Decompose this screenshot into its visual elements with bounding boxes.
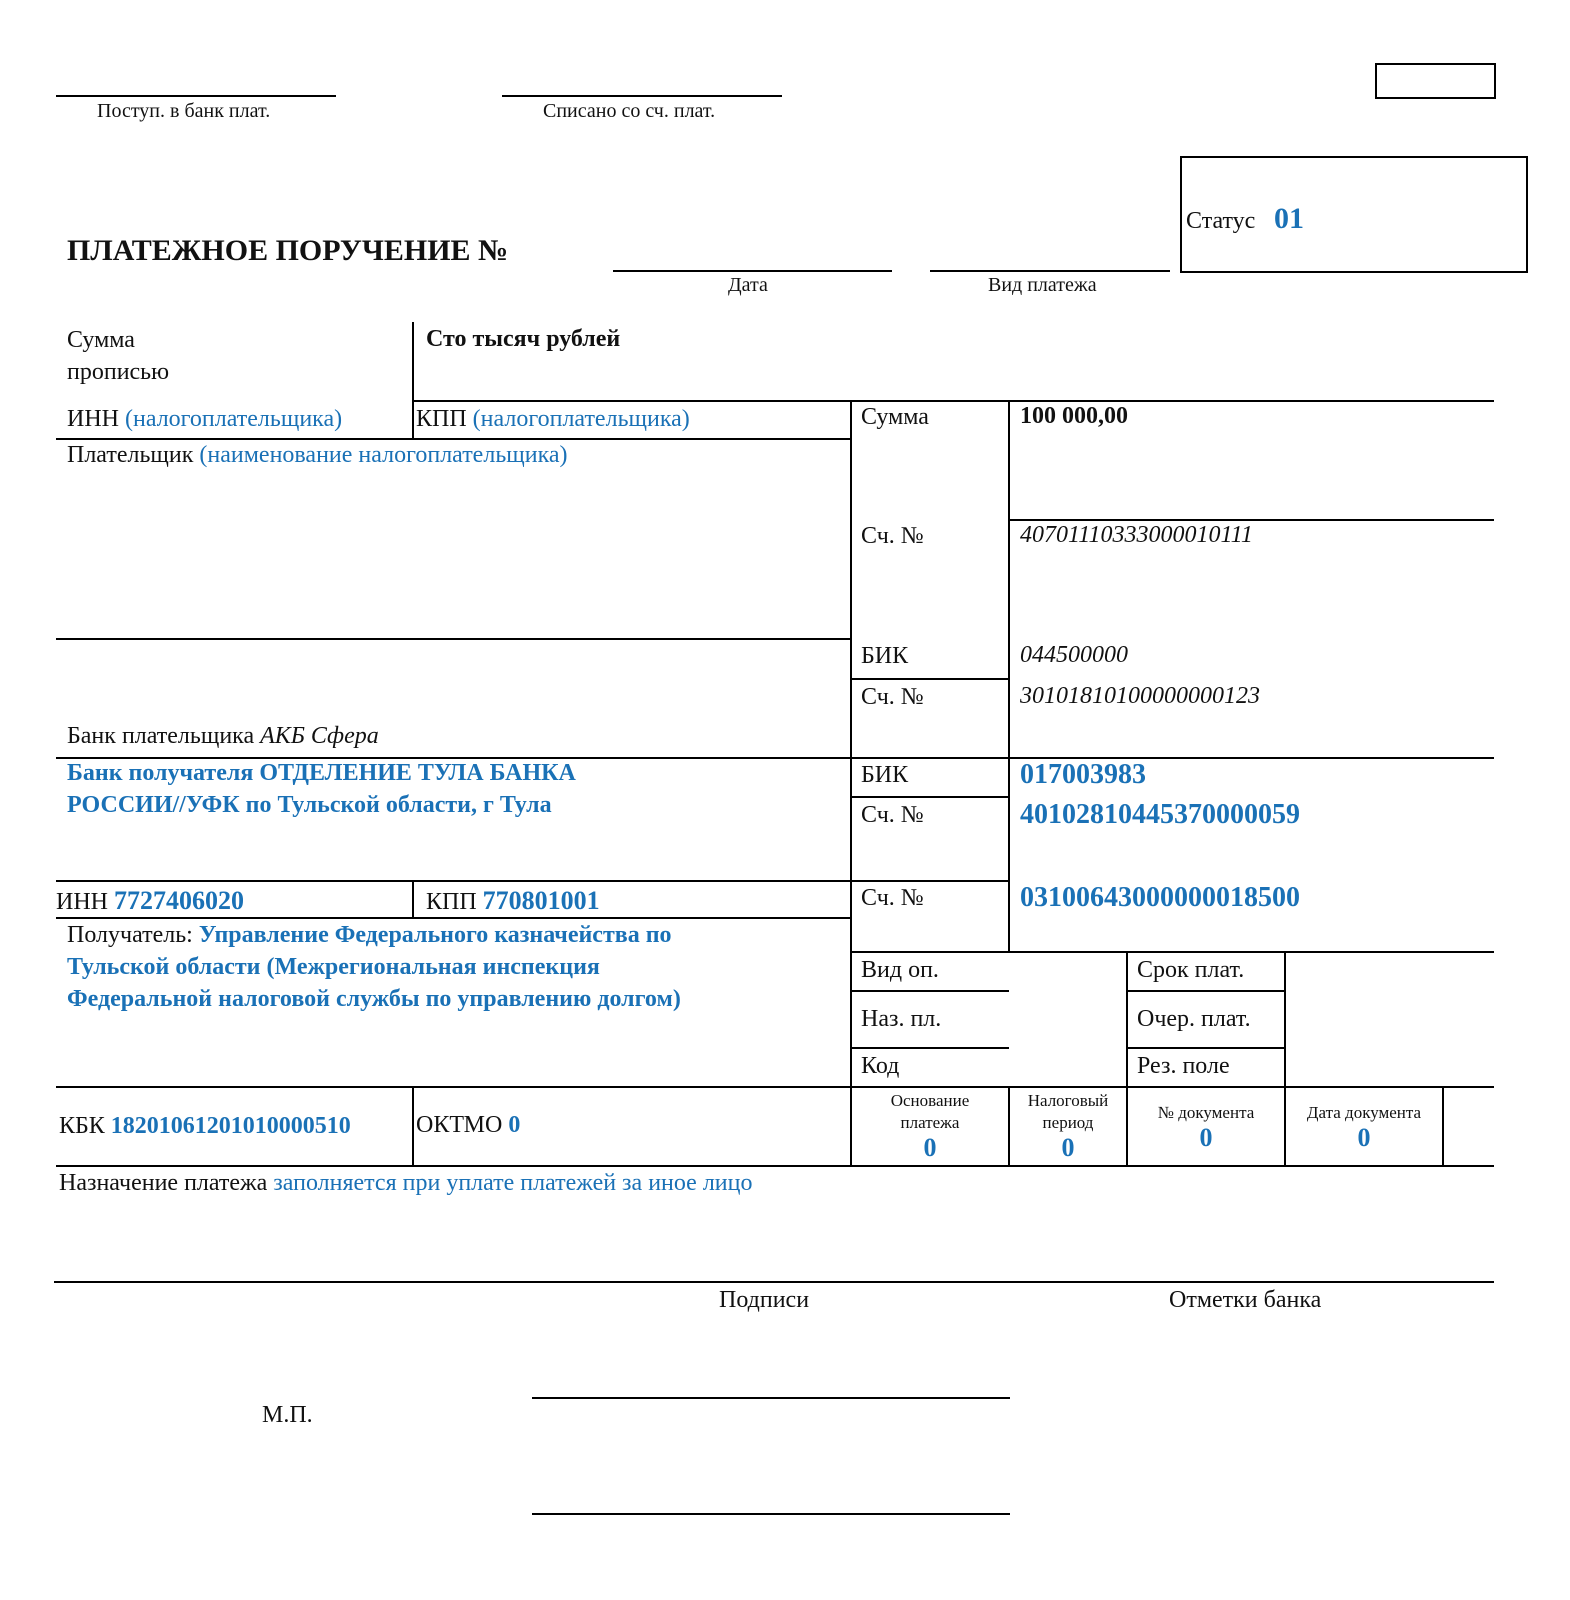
payee-name-label: Получатель: (67, 922, 193, 948)
tax-divider-2 (1442, 1086, 1444, 1166)
date-label: Дата (728, 274, 768, 296)
signature-line-1[interactable] (532, 1397, 1010, 1399)
payee-bank-account-label: Сч. № (861, 802, 924, 828)
doc-date-value[interactable]: 0 (1357, 1123, 1371, 1152)
op-type-label: Вид оп. (861, 957, 939, 983)
payer-bank-account-value[interactable]: 30101810100000000123 (1020, 683, 1260, 709)
payer-kpp-label: КПП (416, 406, 467, 432)
main-divider-right (1008, 400, 1010, 952)
purpose-code-label: Наз. пл. (861, 1006, 942, 1032)
priority-label: Очер. плат. (1137, 1006, 1251, 1032)
payee-bank-name-line-2[interactable]: РОССИИ//УФК по Тульской области, г Тула (67, 792, 552, 818)
payer-section-bottom-line (56, 638, 851, 640)
payment-type-label: Вид платежа (988, 274, 1097, 296)
due-date-label: Срок плат. (1137, 957, 1245, 983)
amount-words-label-1: Сумма (67, 327, 135, 353)
payer-name-label: Плательщик (67, 442, 194, 468)
payee-bank-name-line-1[interactable]: ОТДЕЛЕНИЕ ТУЛА БАНКА (259, 760, 576, 786)
doc-number-value[interactable]: 0 (1199, 1123, 1213, 1152)
doc-date-cell (1286, 1102, 1442, 1152)
payer-account-label: Сч. № (861, 523, 924, 549)
doc-number-cell (1128, 1102, 1284, 1152)
period-cell (1010, 1090, 1126, 1162)
payee-inn-bottom-line (56, 917, 851, 919)
payee-name (67, 922, 672, 949)
signatures-label: Подписи (719, 1287, 810, 1313)
payer-bik-value[interactable]: 044500000 (1020, 642, 1128, 668)
signature-line-2[interactable] (532, 1513, 1010, 1515)
codes-row-line-1b (1126, 990, 1285, 992)
codes-row-line-2 (850, 1047, 1009, 1049)
period-value[interactable]: 0 (1061, 1133, 1075, 1162)
kbk-oktmo-divider (412, 1086, 414, 1166)
payer-bank-label: Банк плательщика (67, 723, 255, 749)
tax-row-bottom-line (56, 1165, 1494, 1167)
debited-from-account-label: Списано со сч. плат. (543, 100, 716, 122)
payee-kpp-value[interactable]: 770801001 (482, 886, 600, 915)
payer-inn-value[interactable]: (налогоплательщика) (125, 406, 343, 432)
amount-words-divider (412, 322, 414, 401)
payee-bank-account-value[interactable]: 40102810445370000059 (1020, 799, 1300, 830)
code-label: Код (861, 1053, 900, 1079)
payee-bik-label: БИК (861, 762, 909, 788)
payer-amount-label: Сумма (861, 404, 929, 430)
payee-name-line-1[interactable]: Управление Федерального казначейства по (198, 922, 672, 948)
payee-inn-label: ИНН (56, 889, 108, 915)
payment-purpose-label: Назначение платежа (59, 1170, 268, 1196)
payee-inn (56, 886, 244, 916)
payee-account-bottom-line (850, 951, 1494, 953)
payee-name-line-2[interactable]: Тульской области (Межрегиональная инспекция (67, 954, 600, 980)
payer-inn-kpp-divider (412, 400, 414, 439)
payee-kpp-label: КПП (426, 889, 477, 915)
payer-inn (67, 406, 342, 433)
status-value: 01 (1274, 202, 1304, 235)
tax-row-top-line (56, 1086, 1494, 1088)
oktmo-value[interactable]: 0 (508, 1112, 521, 1138)
status-label: Статус (1186, 208, 1256, 234)
payment-purpose (59, 1170, 753, 1197)
payer-inn-label: ИНН (67, 406, 119, 432)
payee-account-value[interactable]: 03100643000000018500 (1020, 882, 1300, 913)
payer-inn-bottom-line (56, 438, 851, 440)
payer-bank-bottom-line (56, 757, 1494, 759)
codes-row-line-2b (1126, 1047, 1285, 1049)
oktmo (416, 1112, 520, 1139)
payer-bik-line (850, 678, 1009, 680)
purpose-bottom-line (54, 1281, 1494, 1283)
doc-number-label: № документа (1157, 1103, 1255, 1122)
payment-type-line[interactable] (930, 270, 1170, 272)
payment-purpose-value[interactable]: заполняется при уплате платежей за иное лицо (273, 1170, 753, 1196)
payee-account-label: Сч. № (861, 885, 924, 911)
payee-bank-bottom-line (56, 880, 1009, 882)
period-label-1: Налоговый (1027, 1091, 1109, 1110)
period-label-2: период (1042, 1113, 1094, 1132)
payee-name-line-3[interactable]: Федеральной налоговой службы по управлению долгом) (67, 986, 681, 1012)
payer-bank-name[interactable]: АКБ Сфера (260, 723, 379, 749)
payer-amount-value[interactable]: 100 000,00 (1020, 403, 1128, 429)
payee-inn-kpp-divider (412, 880, 414, 918)
reserve-field-label: Рез. поле (1137, 1053, 1230, 1079)
payer-amount-bottom-line (1008, 519, 1494, 521)
doc-date-label: Дата документа (1306, 1103, 1422, 1122)
payer-name (67, 442, 568, 469)
received-date-line[interactable] (56, 95, 336, 97)
basis-cell (852, 1090, 1008, 1162)
payee-bank-label: Банк получателя (67, 760, 254, 786)
payee-kpp (426, 886, 600, 916)
date-line[interactable] (613, 270, 892, 272)
payee-bank-line-1 (67, 760, 576, 787)
received-in-bank-label: Поступ. в банк плат. (97, 100, 271, 122)
kbk-label: КБК (59, 1113, 105, 1139)
kbk (59, 1113, 351, 1140)
payee-inn-value[interactable]: 7727406020 (114, 886, 244, 915)
main-divider-left (850, 400, 852, 1167)
payer-bank (67, 723, 379, 750)
amount-words-value: Сто тысяч рублей (426, 326, 621, 352)
amount-words-bottom-line (412, 400, 1494, 402)
payer-kpp (416, 406, 690, 433)
payer-account-value[interactable]: 40701110333000010111 (1020, 522, 1253, 548)
basis-value[interactable]: 0 (923, 1133, 937, 1162)
debited-date-line[interactable] (502, 95, 782, 97)
payer-name-value[interactable]: (наименование налогоплательщика) (199, 442, 568, 468)
payer-bik-label: БИК (861, 643, 909, 669)
payer-bank-account-label: Сч. № (861, 684, 924, 710)
form-code-box (1375, 63, 1496, 99)
oktmo-label: ОКТМО (416, 1112, 503, 1138)
document-title: ПЛАТЕЖНОЕ ПОРУЧЕНИЕ № (67, 234, 509, 267)
amount-words-label-2: прописью (67, 359, 170, 385)
kbk-value[interactable]: 18201061201010000510 (110, 1113, 351, 1139)
basis-label-2: платежа (900, 1113, 960, 1132)
codes-row-line-1 (850, 990, 1009, 992)
stamp-label: М.П. (262, 1402, 313, 1428)
payee-bik-line (850, 796, 1009, 798)
payer-kpp-value[interactable]: (налогоплательщика) (472, 406, 690, 432)
basis-label-1: Основание (890, 1091, 970, 1110)
payee-bik-value[interactable]: 017003983 (1020, 759, 1146, 790)
bank-marks-label: Отметки банка (1169, 1287, 1322, 1313)
